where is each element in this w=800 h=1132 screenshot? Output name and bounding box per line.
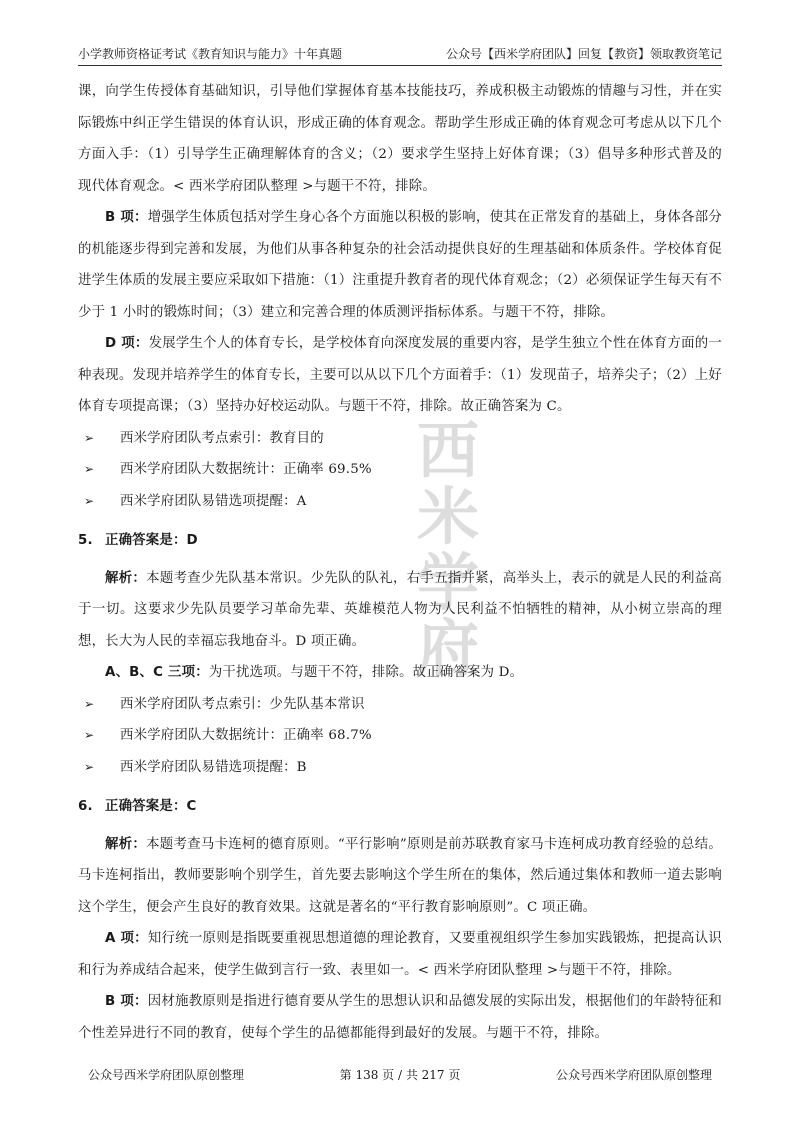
question-6-option-a (78, 923, 722, 986)
bullet-item (78, 689, 722, 721)
question-6-analysis (78, 829, 722, 924)
option-d-label: D 项： (105, 336, 149, 351)
header-left-text: 小学教师资格证考试《教育知识与能力》十年真题 (78, 47, 343, 61)
question-5-analysis (78, 563, 722, 658)
bullet-text: 西米学府团队大数据统计：正确率 68.7% (120, 728, 372, 743)
option-b-text: 因材施教原则是指进行德育要从学生的思想认识和品德发展的实际出发，根据他们的年龄特征和个性差异进行不同的教育，使每个学生的品德都能得到最好的发展。与题干不符，排除。 (78, 994, 723, 1041)
question-6-number: 6. (78, 799, 93, 814)
analysis-text: 本题考查少先队基本常识。少先队的队礼，右手五指并紧，高举头上，表示的就是人民的利益高于一切。这要求少先队员要学习革命先辈、英雄模范人物为人民利益不怕牺牲的精神，从小树立崇高的理想，长大为人民的幸福忘我地奋斗。D 项正确。 (78, 570, 722, 649)
bullet-item (78, 423, 722, 455)
bullet-text: 西米学府团队大数据统计：正确率 69.5% (120, 462, 372, 477)
bullet-text: 西米学府团队考点索引：少先队基本常识 (120, 696, 365, 712)
option-b-label: B 项： (105, 994, 148, 1009)
watermark-char-4: 府 (416, 612, 480, 680)
arrow-bullet-icon: ➢ (84, 462, 95, 476)
watermark-char-2: 米 (416, 480, 480, 553)
analysis-label: 解析： (105, 570, 147, 586)
option-a-label: A 项： (105, 931, 148, 946)
watermark-char-1: 西 (416, 414, 480, 487)
arrow-bullet-icon: ➢ (84, 728, 95, 742)
footer-left-text: 公众号西米学府团队原创整理 (88, 1068, 245, 1082)
bullet-item (78, 486, 722, 518)
question-5-number: 5. (78, 533, 93, 548)
watermark-char-3: 学 (416, 546, 480, 619)
arrow-bullet-icon: ➢ (84, 696, 95, 711)
page-footer (88, 1066, 712, 1083)
options-abc-label: A、B、C 三项： (105, 665, 209, 680)
option-d-text: 发展学生个人的体育专长，是学校体育向深度发展的重要内容，是学生独立个性在体育方面的一种表现。发现并培养学生的体育专长，主要可以从以下几个方面着手：（1）发现苗子，培养尖子；（2）上好体育专项提高课；（3）坚持办好校运动队。与题干不符，排除。故正确答案为 C。 (78, 336, 723, 414)
question-5-options-abc (78, 657, 722, 689)
bullet-text: 西米学府团队易错选项提醒：A (120, 493, 307, 509)
bullet-item (78, 720, 722, 752)
header-right-text: 公众号【西米学府团队】回复【教资】领取教资笔记 (445, 47, 722, 61)
question-6-answer: 正确答案是：C (105, 799, 197, 814)
document-body (78, 76, 722, 1049)
bullet-item (78, 752, 722, 784)
footer-right-text: 公众号西米学府团队原创整理 (555, 1068, 712, 1082)
question-6-option-b (78, 986, 722, 1049)
arrow-bullet-icon: ➢ (84, 493, 95, 508)
option-b-label: B 项： (105, 210, 148, 225)
bullet-item (78, 454, 722, 486)
question-6-heading (78, 791, 722, 823)
question-5-heading (78, 525, 722, 557)
question-5-answer: 正确答案是：D (105, 533, 198, 548)
arrow-bullet-icon: ➢ (84, 430, 95, 445)
options-abc-text: 为干扰选项。与题干不符，排除。故正确答案为 D。 (208, 665, 524, 680)
arrow-bullet-icon: ➢ (84, 759, 95, 774)
paragraph-continuation: 课，向学生传授体育基础知识，引导他们掌握体育基本技能技巧，养成积极主动锻炼的情趣与习性，并在实际锻炼中纠正学生错误的体育认识，形成正确的体育观念。帮助学生形成正确的体育观念可考虑从以下几个方面入手：（1）引导学生正确理解体育的含义；（2）要求学生坚持上好体育课；（3）倡导多种形式普及的现代体育观念。< 西米学府团队整理 >与题干不符，排除。 (78, 84, 722, 194)
option-a-text: 知行统一原则是指既要重视思想道德的理论教育，又要重视组织学生参加实践锻炼，把提高认识和行为养成结合起来，使学生做到言行一致、表里如一。< 西米学府团队整理 >与题干不符，排除。 (78, 931, 722, 978)
bullet-text: 西米学府团队考点索引：教育目的 (120, 430, 324, 446)
analysis-label: 解析： (105, 836, 147, 852)
page-header (78, 40, 722, 66)
page-number: 第 138 页 / 共 217 页 (339, 1068, 461, 1082)
option-b-paragraph (78, 202, 722, 328)
bullet-text: 西米学府团队易错选项提醒：B (120, 759, 307, 775)
analysis-text: 本题考查马卡连柯的德育原则。“平行影响”原则是前苏联教育家马卡连柯成功教育经验的总结。马卡连柯指出，教师要影响个别学生，首先要去影响这个学生所在的集体，然后通过集体和教师一道去影响这个学生，便会产生良好的教育效果。这就是著名的“平行教育影响原则”。C 项正确。 (78, 836, 722, 915)
option-b-text: 增强学生体质包括对学生身心各个方面施以积极的影响，使其在正常发育的基础上，身体各部分的机能逐步得到完善和发展，为他们从事各种复杂的社会活动提供良好的生理基础和体质条件。学校体育促进学生体质的发展主要应采取如下措施：（1）注重提升教育者的现代体育观念；（2）必须保证学生每天有不少于 1 小时的锻炼时间；（3）建立和完善合理的体质测评指标体系。与题干不符，排除。 (78, 210, 723, 320)
option-d-paragraph (78, 328, 722, 423)
